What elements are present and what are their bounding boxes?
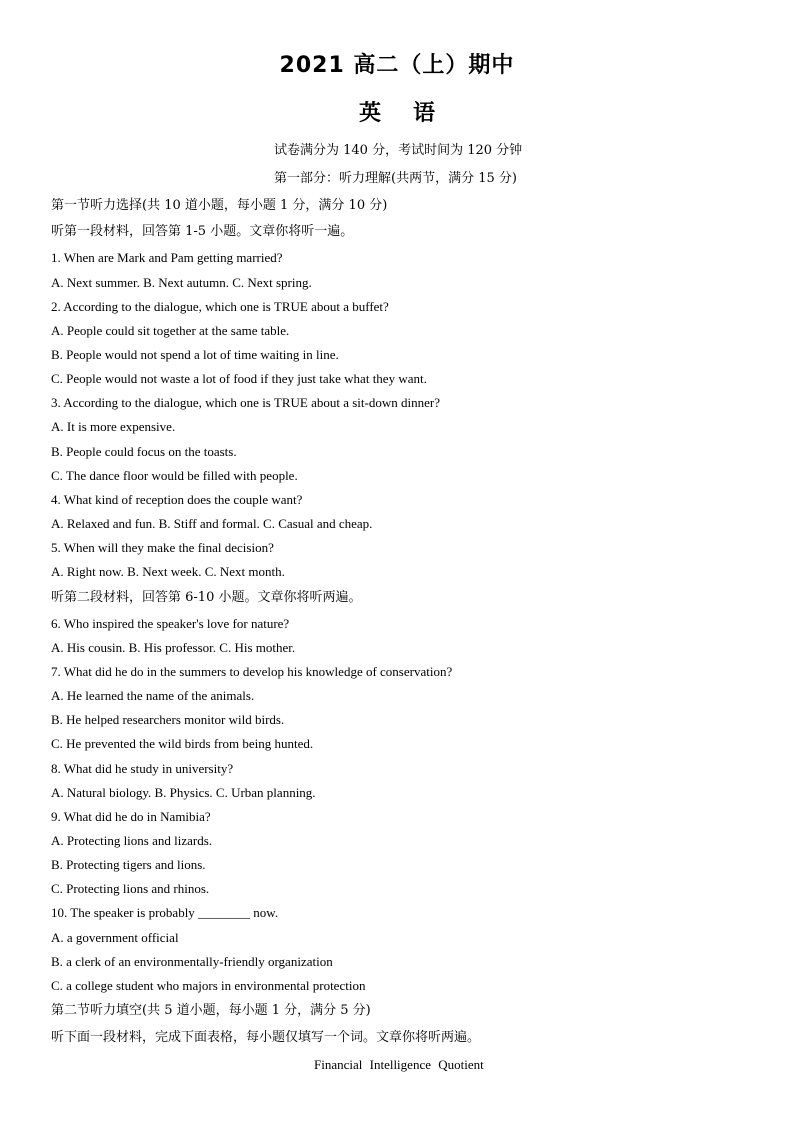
question-4: 4. What kind of reception does the couple want? [51, 492, 303, 507]
question-8: 8. What did he study in university? [51, 761, 234, 776]
question-9-option-c: C. Protecting lions and rhinos. [51, 881, 210, 896]
question-7-option-a: A. He learned the name of the animals. [51, 688, 255, 703]
question-6: 6. Who inspired the speaker's love for nature? [51, 616, 290, 631]
question-7-option-b: B. He helped researchers monitor wild birds. [51, 712, 285, 727]
part-one-heading: 第一部分：听力理解(共两节，满分 15 分) [274, 171, 517, 186]
exam-info: 试卷满分为 140 分，考试时间为 120 分钟 [274, 143, 523, 158]
question-6-options: A. His cousin. B. His professor. C. His mother. [51, 640, 296, 655]
passage-two-instruction: 听第二段材料，回答第 6-10 小题。文章你将听两遍。 [51, 590, 362, 605]
question-5-options: A. Right now. B. Next week. C. Next month. [51, 564, 285, 579]
exam-title: 2021 高二（上）期中 [279, 53, 515, 78]
question-3-option-c: C. The dance floor would be filled with people. [51, 468, 298, 483]
table-heading: Financial Intelligence Quotient [314, 1057, 484, 1072]
question-1-options: A. Next summer. B. Next autumn. C. Next spring. [51, 275, 312, 290]
section-one-heading: 第一节听力选择(共 10 道小题，每小题 1 分，满分 10 分) [51, 198, 388, 213]
question-3-option-b: B. People could focus on the toasts. [51, 444, 237, 459]
question-5: 5. When will they make the final decision? [51, 540, 274, 555]
question-10-option-b: B. a clerk of an environmentally-friendly organization [51, 954, 333, 969]
question-3-option-a: A. It is more expensive. [51, 419, 176, 434]
question-1: 1. When are Mark and Pam getting married? [51, 250, 283, 265]
question-8-options: A. Natural biology. B. Physics. C. Urban planning. [51, 785, 316, 800]
question-2-option-b: B. People would not spend a lot of time waiting in line. [51, 347, 339, 362]
subject-title: 英语 [358, 101, 467, 126]
question-3: 3. According to the dialogue, which one is TRUE about a sit-down dinner? [51, 395, 440, 410]
question-7-option-c: C. He prevented the wild birds from being hunted. [51, 736, 314, 751]
question-9-option-a: A. Protecting lions and lizards. [51, 833, 213, 848]
question-2-option-a: A. People could sit together at the same table. [51, 323, 290, 338]
question-10: 10. The speaker is probably ________ now. [51, 905, 279, 920]
section-two-instruction: 听下面一段材料，完成下面表格，每小题仅填写一个词。文章你将听两遍。 [51, 1030, 481, 1045]
question-10-option-c: C. a college student who majors in environmental protection [51, 978, 366, 993]
question-7: 7. What did he do in the summers to develop his knowledge of conservation? [51, 664, 453, 679]
passage-one-instruction: 听第一段材料，回答第 1-5 小题。文章你将听一遍。 [51, 224, 354, 239]
question-10-option-a: A. a government official [51, 930, 179, 945]
section-two-heading: 第二节听力填空(共 5 道小题，每小题 1 分，满分 5 分) [51, 1003, 371, 1018]
question-9: 9. What did he do in Namibia? [51, 809, 211, 824]
question-2: 2. According to the dialogue, which one is TRUE about a buffet? [51, 299, 389, 314]
question-9-option-b: B. Protecting tigers and lions. [51, 857, 206, 872]
question-2-option-c: C. People would not waste a lot of food if they just take what they want. [51, 371, 427, 386]
question-4-options: A. Relaxed and fun. B. Stiff and formal. C. Casual and cheap. [51, 516, 373, 531]
